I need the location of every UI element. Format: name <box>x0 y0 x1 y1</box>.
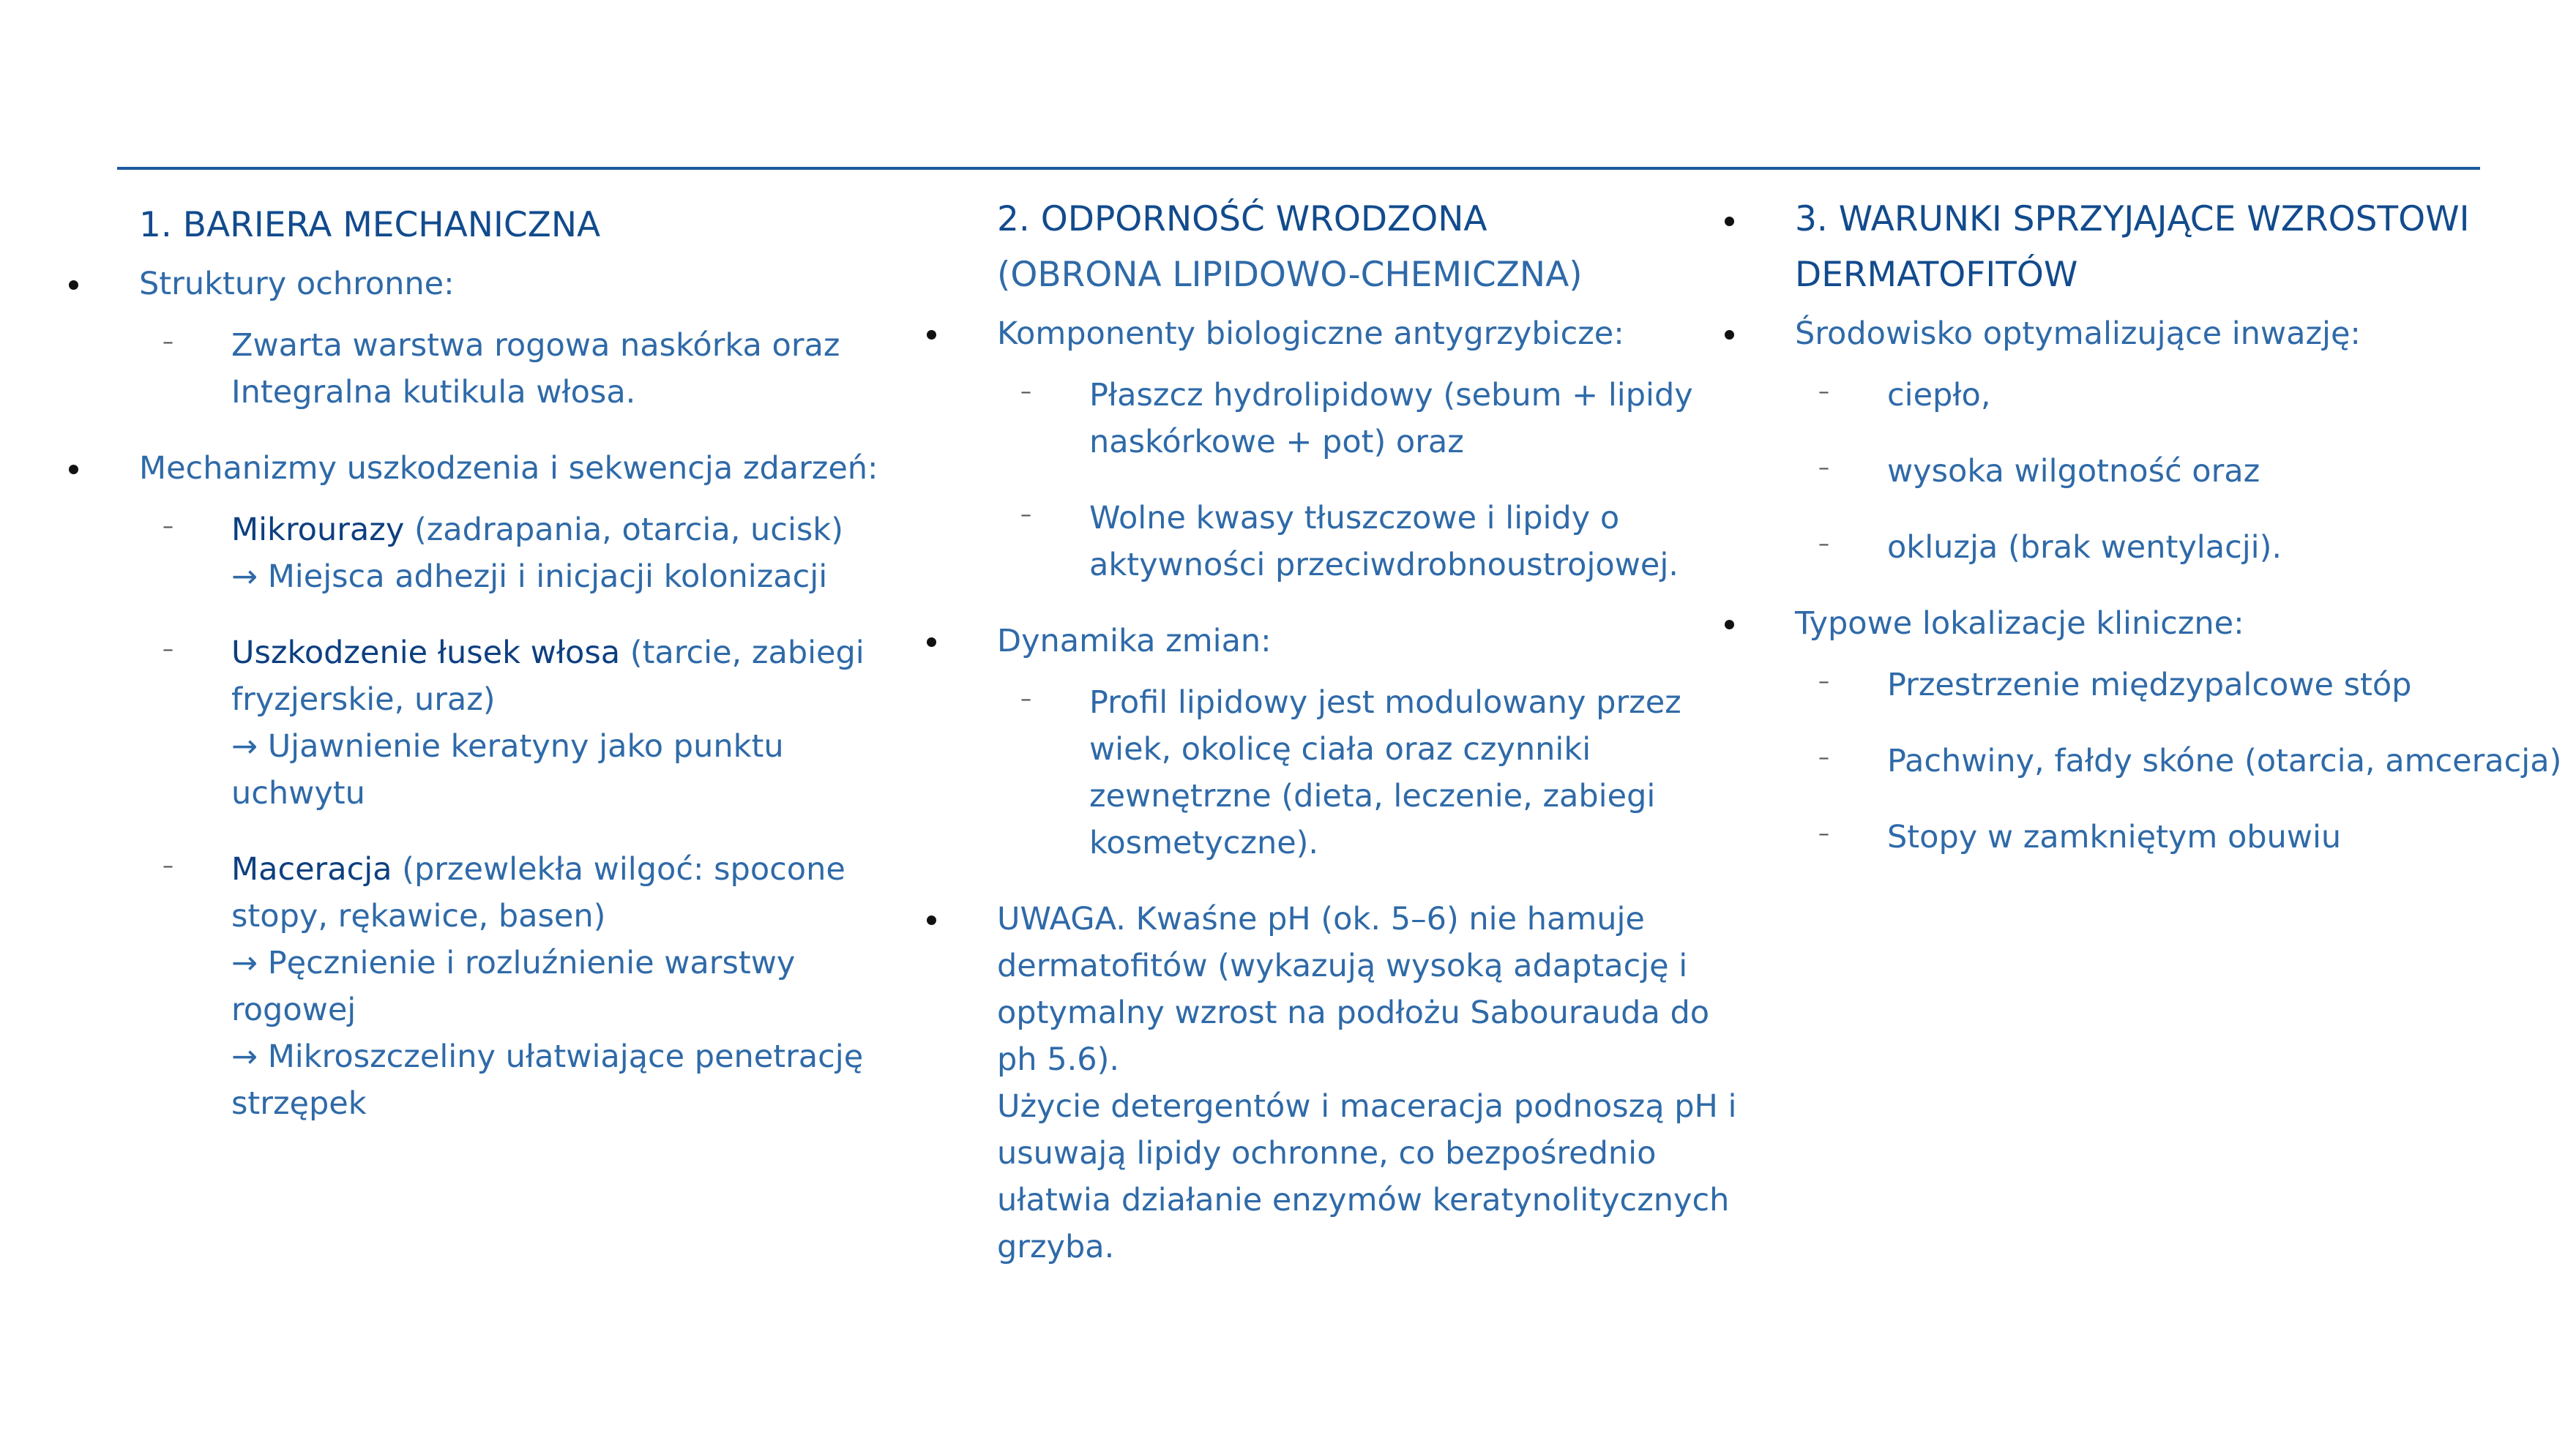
sub-item <box>64 629 892 817</box>
term: Maceracja <box>231 851 392 888</box>
column-growth-conditions <box>1720 192 2562 890</box>
sub-list <box>64 506 892 1127</box>
term-detail: (tarcie, zabiegi fryzjerskie, uraz) <box>231 634 865 718</box>
column-innate-immunity <box>922 192 1750 1270</box>
column-heading: 1. BARIERA MECHANICZNA <box>139 205 601 245</box>
bullet-item: Dynamika zmian: <box>922 618 1750 664</box>
sub-list <box>1720 662 2562 861</box>
consequence-line: → Mikroszczeliny ułatwiające penetrację strzępek <box>231 1038 864 1122</box>
consequence-line: → Miejsca adhezji i inicjacji kolonizacji <box>231 558 828 595</box>
sub-item: – Przestrzenie międzypalcowe stóp <box>1720 662 2562 708</box>
sub-list <box>922 372 1750 588</box>
sub-item: – Płaszcz hydrolipidowy (sebum + lipidy naskórkowe + pot) oraz <box>922 372 1750 465</box>
column-heading: 3. WARUNKI SPRZYJAJĄCE WZROSTOWI DERMATOFITÓW <box>1720 192 2562 303</box>
consequence-line: → Ujawnienie keratyny jako punktu uchwytu <box>231 728 784 812</box>
column-heading <box>922 192 1750 303</box>
term-detail: (przewlekła wilgoć: spocone stopy, rękawice, basen) <box>231 851 845 935</box>
consequence-line: → Pęcznienie i rozluźnienie warstwy rogowej <box>231 945 796 1028</box>
sub-item: – Stopy w zamkniętym obuwiu <box>1720 814 2562 861</box>
term-detail: (zadrapania, otarcia, ucisk) <box>404 512 843 548</box>
note-bullet <box>922 896 1750 1270</box>
top-divider-line <box>117 167 2480 170</box>
sub-item: – Zwarta warstwa rogowa naskórka oraz Integralna kutikula włosa. <box>64 322 892 416</box>
sub-list <box>922 679 1750 866</box>
term: Uszkodzenie łusek włosa <box>231 634 621 671</box>
sub-list <box>1720 372 2562 571</box>
sub-item: – Pachwiny, fałdy skóne (otarcia, amceracja) <box>1720 738 2562 785</box>
column-mechanical-barrier <box>64 198 892 1156</box>
bullet-item: Struktury ochronne: <box>64 261 892 307</box>
bullet-item: Mechanizmy uszkodzenia i sekwencja zdarzeń: <box>64 445 892 492</box>
note-paragraph: Użycie detergentów i maceracja podnoszą pH i usuwają lipidy ochronne, co bezpośrednio ułatwia działanie enzymów keratynolitycznych grzyba. <box>997 1088 1737 1265</box>
sub-item: – Wolne kwasy tłuszczowe i lipidy o aktywności przeciwdrobnoustrojowej. <box>922 495 1750 588</box>
sub-list <box>64 322 892 416</box>
term: Mikrourazy <box>231 512 405 548</box>
bullet-item: Komponenty biologiczne antygrzybicze: <box>922 310 1750 357</box>
sub-item: – wysoka wilgotność oraz <box>1720 448 2562 495</box>
sub-item <box>64 846 892 1127</box>
heading-title: 2. ODPORNOŚĆ WRODZONA <box>997 199 1487 239</box>
sub-item <box>64 506 892 600</box>
sub-item: – ciepło, <box>1720 372 2562 419</box>
sub-item: – okluzja (brak wentylacji). <box>1720 524 2562 571</box>
sub-item: – Profil lipidowy jest modulowany przez wiek, okolicę ciała oraz czynniki zewnętrzne (dieta, leczenie, zabiegi kosmetyczne). <box>922 679 1750 866</box>
note-paragraph: UWAGA. Kwaśne pH (ok. 5–6) nie hamuje dermatofitów (wykazują wysoką adaptację i optymalny wzrost na podłożu Sabourauda do ph 5.6). <box>997 901 1710 1078</box>
heading-subtitle: (OBRONA LIPIDOWO-CHEMICZNA) <box>997 255 1583 295</box>
bullet-item: Typowe lokalizacje kliniczne: <box>1720 600 2562 647</box>
bullet-item: Środowisko optymalizujące inwazję: <box>1720 310 2562 357</box>
